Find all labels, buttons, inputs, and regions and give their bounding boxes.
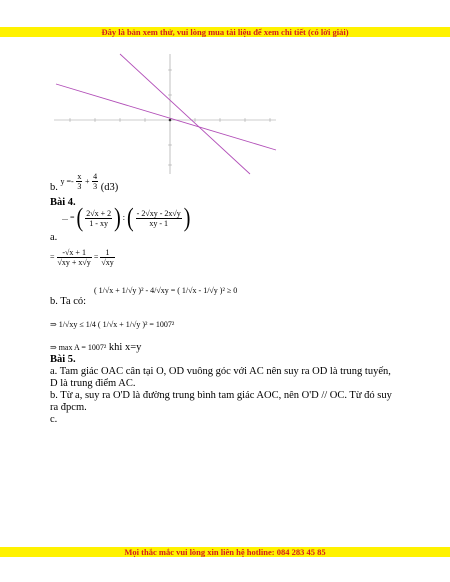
bai4-b-label: b. Ta có: (50, 296, 87, 307)
eq2-equals: = (93, 252, 99, 262)
bai5-line2: D là trung điểm AC. (50, 378, 136, 389)
max-expression: ⇒ max A = 1007² (50, 343, 107, 352)
bai5-line3: b. Từ a, suy ra O'D là đường trung bình tam giác AOC, nên O'D // OC. Từ đó suy (50, 390, 392, 401)
d3-label: b. (50, 181, 58, 193)
bai4-eq1 (62, 203, 191, 233)
d3-lhs: y =- (60, 176, 74, 186)
paren-right: ) (183, 203, 191, 233)
eq1-frac1: $\frac{2√x + 2}{1 - xy}$ (86, 208, 112, 228)
eq1-colon: : (122, 213, 125, 222)
footer-notice (0, 547, 450, 557)
paren-left: ( (76, 203, 84, 233)
bai5-line1: a. Tam giác OAC cân tại O, OD vuông góc với AC nên suy ra OD là trung tuyến, (50, 366, 391, 377)
d3-frac-4: $\frac{4}{3}$ (93, 172, 98, 191)
eq2-prefix: = (50, 252, 55, 262)
bai5-line4: ra đpcm. (50, 402, 87, 413)
eq2-frac2: $\frac{1}{√xy}$ (101, 248, 114, 267)
bai4-a-label: a. (50, 232, 58, 243)
header-notice-text: Đây là bản xem thử, vui lòng mua tài liệu để xem chi tiết (có lời giải) (101, 27, 349, 37)
d3-tag: (d3) (100, 181, 119, 193)
max-condition: khi x=y (108, 342, 142, 353)
bai5-line5: c. (50, 414, 58, 425)
bai4-title: Bài 4. (50, 197, 76, 208)
d3-frac-x: $\frac{x}{3}$ (77, 172, 82, 191)
bai4-implication: ⇒ 1/√xy ≤ 1/4 ( 1/√x + 1/√y )² = 1007² (50, 320, 175, 329)
bai4-inequality: ( 1/√x + 1/√y )² - 4/√xy = ( 1/√x - 1/√y )² ≥ 0 (94, 286, 238, 295)
eq2-frac1: $\frac{-√x + 1}{√xy + x√y}$ (57, 248, 91, 267)
bai5-title: Bài 5. (50, 354, 76, 365)
paren-right: ) (114, 203, 121, 233)
eq1-frac2: $\frac{- 2√xy - 2x√y}{xy - 1}$ (136, 208, 181, 228)
d3-equation-line (50, 172, 119, 197)
bai4-max-line (50, 342, 141, 354)
function-graph (50, 50, 280, 178)
graph-line-steep (120, 54, 250, 174)
eq1-prefix: ... = (62, 213, 75, 222)
d3-plus: + (84, 176, 90, 186)
origin-point (169, 119, 172, 122)
header-notice (0, 27, 450, 37)
paren-left: ( (127, 203, 134, 233)
bai4-eq2 (50, 248, 115, 267)
footer-notice-text: Mọi thắc mắc vui lòng xin liên hệ hotline: 084 283 45 85 (124, 547, 326, 557)
graph-line-d3 (56, 84, 276, 150)
